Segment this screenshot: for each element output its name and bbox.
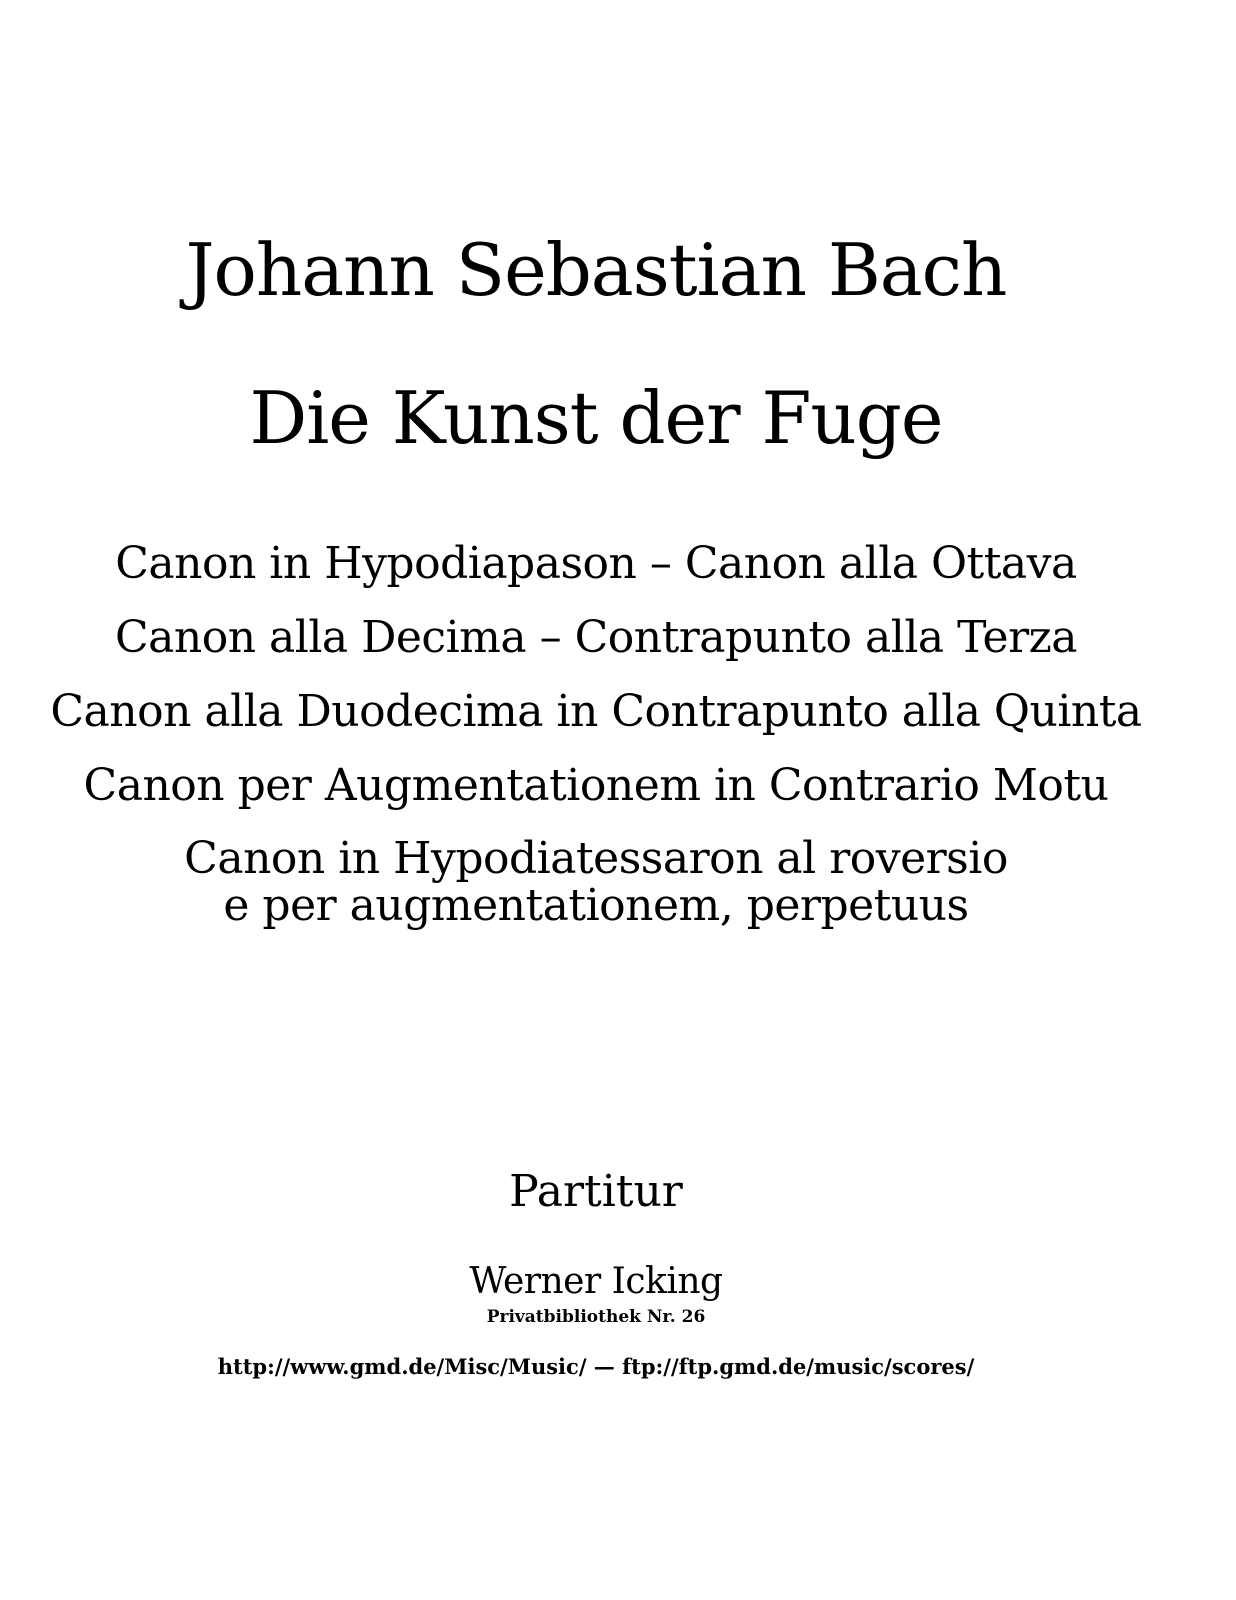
composer-name: Johann Sebastian Bach [185, 228, 1007, 312]
canon-line: Canon in Hypodiapason – Canon alla Ottava [115, 538, 1077, 589]
canon-line: Canon alla Duodecima in Contrapunto alla Quinta [50, 686, 1142, 737]
canon-line: Canon in Hypodiatessaron al roversio [184, 833, 1008, 884]
source-links: http://www.gmd.de/Misc/Music/ — ftp://ftp.gmd.de/music/scores/ [217, 1354, 975, 1379]
canon-line: Canon per Augmentationem in Contrario Motu [83, 760, 1109, 811]
canon-line-continuation: e per augmentationem, perpetuus [223, 880, 969, 931]
editor-name: Werner Icking [469, 1261, 723, 1302]
score-type: Partitur [509, 1166, 683, 1217]
work-title: Die Kunst der Fuge [249, 376, 943, 460]
canon-line: Canon alla Decima – Contrapunto alla Terza [114, 612, 1078, 663]
library-number: Privatbibliothek Nr. 26 [486, 1307, 706, 1327]
